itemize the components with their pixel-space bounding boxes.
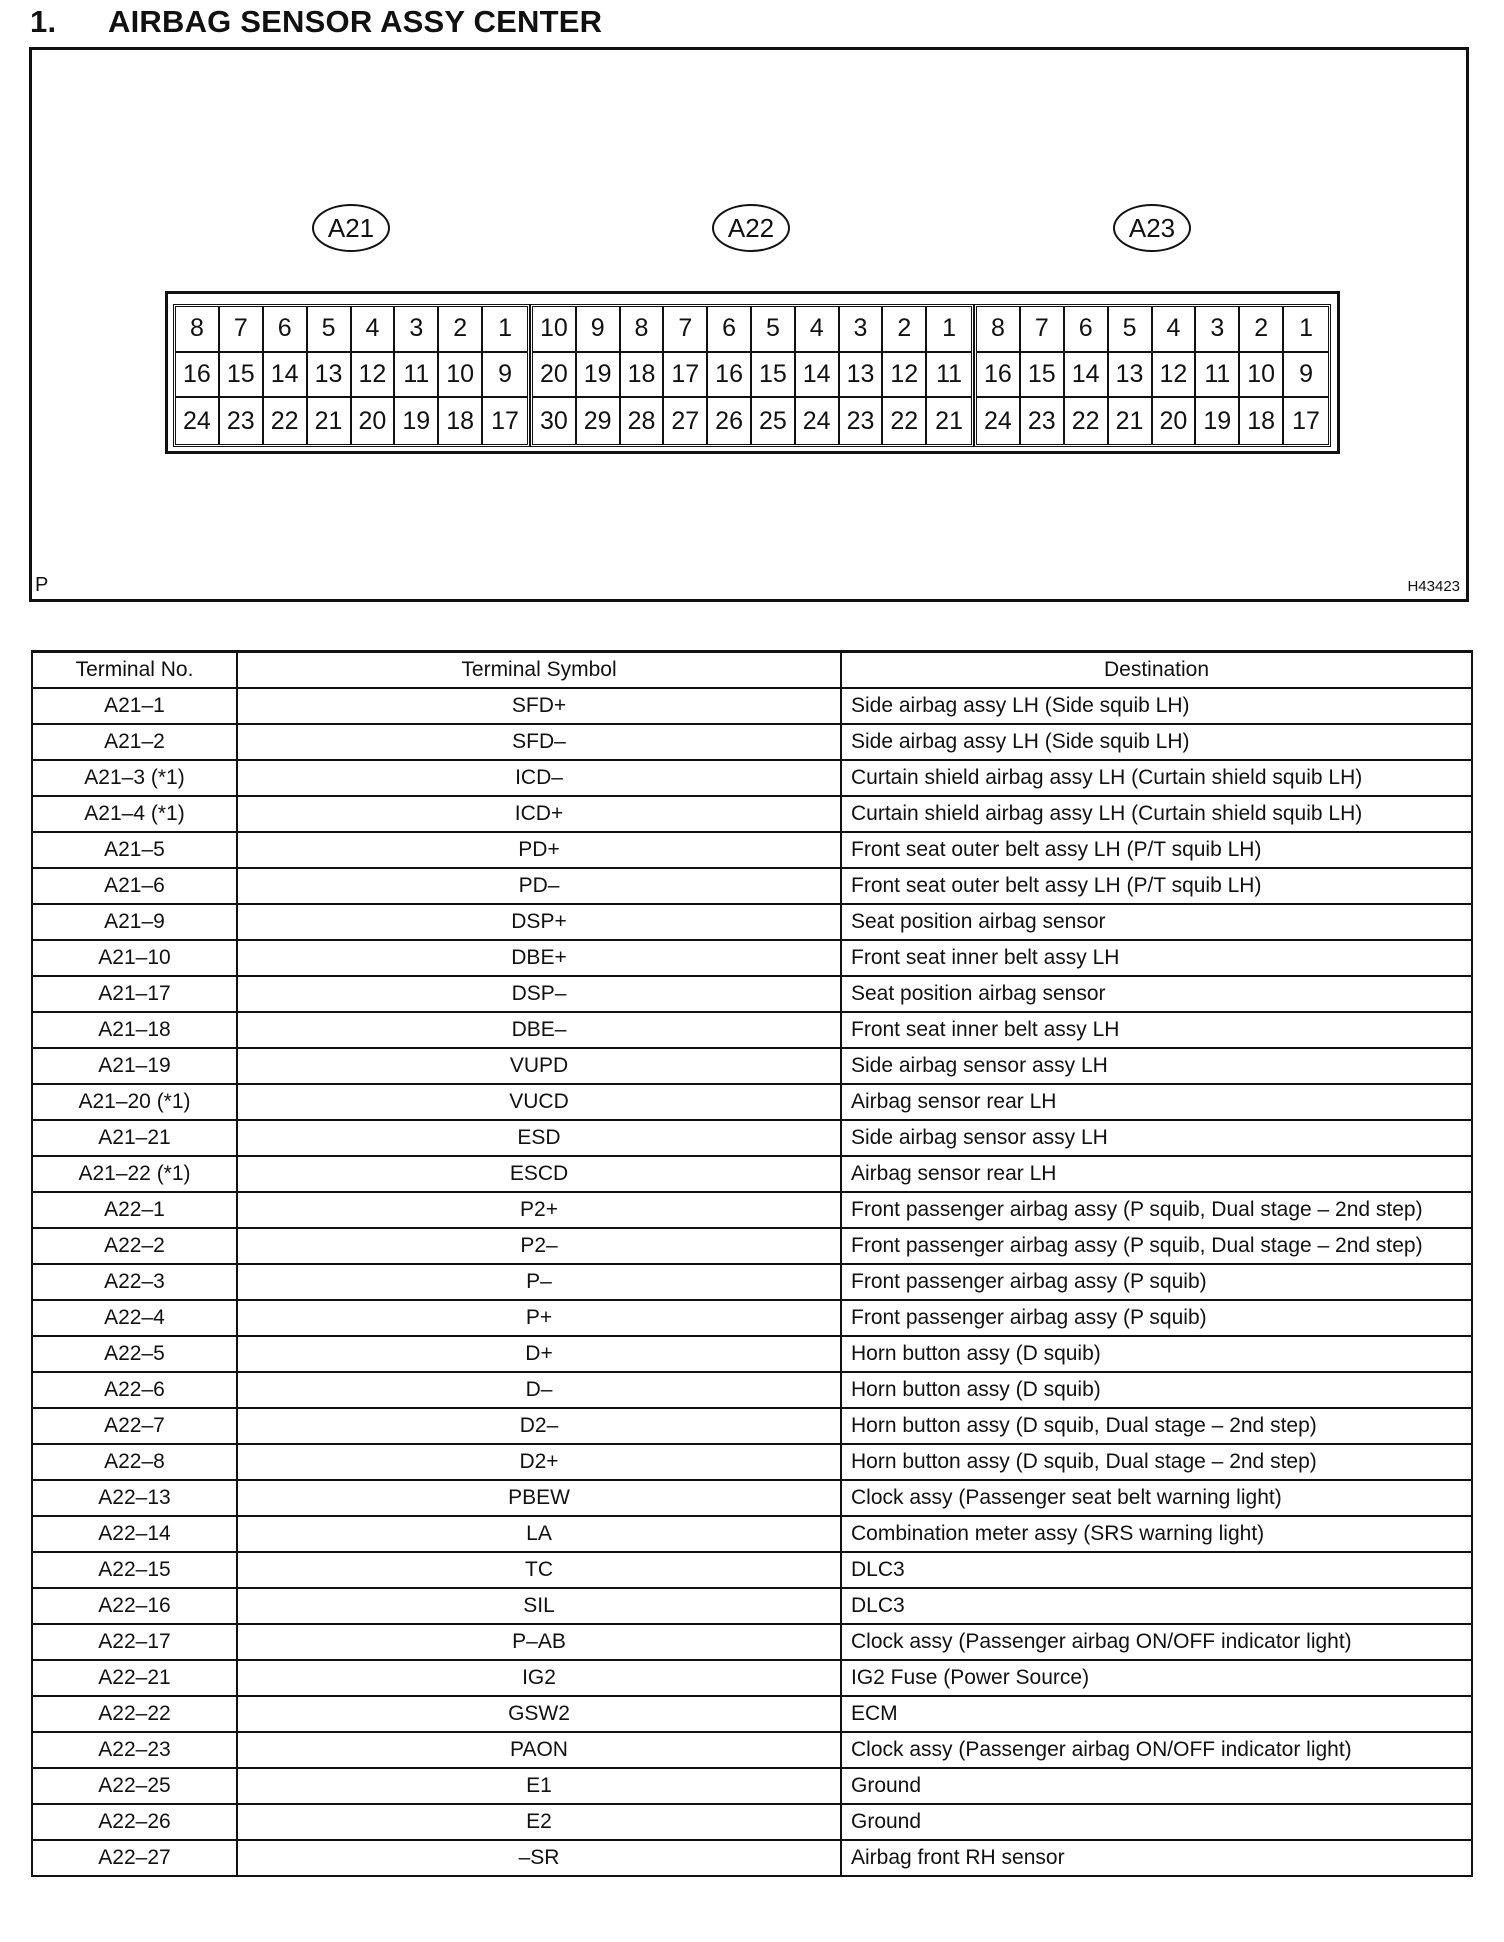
table-row — [32, 1660, 1472, 1696]
connector-pin: 23 — [220, 398, 264, 444]
destination-cell: Seat position airbag sensor — [841, 904, 1472, 940]
connector-pin: 24 — [176, 398, 220, 444]
terminal-symbol-cell: ICD– — [237, 760, 841, 796]
table-row — [32, 796, 1472, 832]
table-row — [32, 1264, 1472, 1300]
destination-cell: Ground — [841, 1768, 1472, 1804]
connector-pin: 13 — [308, 353, 352, 399]
terminal-symbol-cell: E1 — [237, 1768, 841, 1804]
destination-cell: Curtain shield airbag assy LH (Curtain shield squib LH) — [841, 796, 1472, 832]
terminal-no-cell: A22–4 — [32, 1300, 237, 1336]
connector-pin: 3 — [840, 307, 884, 353]
connector-pin: 19 — [577, 353, 621, 399]
connector-pin: 9 — [577, 307, 621, 353]
connector-pin: 28 — [621, 398, 665, 444]
table-row — [32, 1228, 1472, 1264]
diagram-corner-mark: P — [35, 574, 49, 596]
connector-pin: 20 — [533, 353, 577, 399]
terminal-symbol-cell: ICD+ — [237, 796, 841, 832]
terminal-no-cell: A22–15 — [32, 1552, 237, 1588]
header-terminal-no: Terminal No. — [32, 652, 237, 689]
connector-a23-pins — [974, 304, 1331, 447]
terminal-no-cell: A21–6 — [32, 868, 237, 904]
terminal-symbol-cell: VUCD — [237, 1084, 841, 1120]
destination-cell: Front seat inner belt assy LH — [841, 1012, 1472, 1048]
terminal-no-cell: A22–27 — [32, 1840, 237, 1876]
table-row — [32, 1804, 1472, 1840]
connector-pin: 14 — [1065, 353, 1109, 399]
destination-cell: DLC3 — [841, 1588, 1472, 1624]
terminal-symbol-cell: IG2 — [237, 1660, 841, 1696]
connector-pin: 10 — [533, 307, 577, 353]
table-row — [32, 1840, 1472, 1876]
terminal-symbol-cell: SFD– — [237, 724, 841, 760]
terminal-no-cell: A22–14 — [32, 1516, 237, 1552]
terminal-no-cell: A22–8 — [32, 1444, 237, 1480]
table-row — [32, 688, 1472, 724]
terminal-symbol-cell: PD+ — [237, 832, 841, 868]
connector-pin: 12 — [1153, 353, 1197, 399]
connector-pin: 16 — [176, 353, 220, 399]
connector-pin: 5 — [752, 307, 796, 353]
destination-cell: Horn button assy (D squib, Dual stage – 2nd step) — [841, 1444, 1472, 1480]
connector-pin: 3 — [1196, 307, 1240, 353]
terminal-table — [31, 650, 1473, 1877]
connector-pin: 8 — [621, 307, 665, 353]
table-row — [32, 1552, 1472, 1588]
connector-pin: 4 — [352, 307, 396, 353]
table-row — [32, 1624, 1472, 1660]
destination-cell: Side airbag assy LH (Side squib LH) — [841, 724, 1472, 760]
connector-label-a21: A21 — [312, 204, 390, 252]
connector-label-a22: A22 — [712, 204, 790, 252]
connector-pin: 15 — [752, 353, 796, 399]
connector-pin: 14 — [264, 353, 308, 399]
connector-pin: 20 — [352, 398, 396, 444]
terminal-no-cell: A21–1 — [32, 688, 237, 724]
terminal-no-cell: A21–4 (*1) — [32, 796, 237, 832]
terminal-no-cell: A22–6 — [32, 1372, 237, 1408]
table-row — [32, 1336, 1472, 1372]
connector-pin: 2 — [1240, 307, 1284, 353]
terminal-no-cell: A21–19 — [32, 1048, 237, 1084]
terminal-symbol-cell: VUPD — [237, 1048, 841, 1084]
terminal-symbol-cell: PBEW — [237, 1480, 841, 1516]
connector-pin: 12 — [352, 353, 396, 399]
connector-pin: 27 — [664, 398, 708, 444]
table-row — [32, 1516, 1472, 1552]
connector-pin: 21 — [935, 406, 963, 435]
table-row — [32, 724, 1472, 760]
destination-cell: Airbag sensor rear LH — [841, 1084, 1472, 1120]
destination-cell: Ground — [841, 1804, 1472, 1840]
terminal-no-cell: A22–17 — [32, 1624, 237, 1660]
destination-cell: DLC3 — [841, 1552, 1472, 1588]
connector-pin: 6 — [1065, 307, 1109, 353]
connector-pin: 19 — [395, 398, 439, 444]
destination-cell: Front passenger airbag assy (P squib) — [841, 1300, 1472, 1336]
terminal-symbol-cell: P2+ — [237, 1192, 841, 1228]
connector-label-a23: A23 — [1113, 204, 1191, 252]
table-row — [32, 1156, 1472, 1192]
destination-cell: Clock assy (Passenger airbag ON/OFF indicator light) — [841, 1732, 1472, 1768]
table-row — [32, 940, 1472, 976]
terminal-symbol-cell: ESCD — [237, 1156, 841, 1192]
table-row — [32, 1408, 1472, 1444]
figure-code: H43423 — [1407, 578, 1460, 595]
terminal-no-cell: A22–25 — [32, 1768, 237, 1804]
destination-cell: Horn button assy (D squib, Dual stage – 2nd step) — [841, 1408, 1472, 1444]
connector-housing — [165, 291, 1340, 454]
connector-pin: 4 — [796, 307, 840, 353]
section-number: 1. — [30, 4, 57, 39]
header-terminal-symbol: Terminal Symbol — [237, 652, 841, 689]
terminal-no-cell: A22–2 — [32, 1228, 237, 1264]
connector-pin: 6 — [708, 307, 752, 353]
header-destination: Destination — [841, 652, 1472, 689]
connector-pin: 9 — [483, 353, 527, 399]
connector-pin: 22 — [1065, 398, 1109, 444]
connector-pin: 18 — [439, 398, 483, 444]
terminal-no-cell: A22–22 — [32, 1696, 237, 1732]
terminal-no-cell: A22–3 — [32, 1264, 237, 1300]
connector-diagram — [29, 47, 1469, 602]
terminal-symbol-cell: GSW2 — [237, 1696, 841, 1732]
destination-cell: Clock assy (Passenger seat belt warning light) — [841, 1480, 1472, 1516]
connector-pin: 5 — [308, 307, 352, 353]
terminal-no-cell: A22–7 — [32, 1408, 237, 1444]
terminal-symbol-cell: D+ — [237, 1336, 841, 1372]
connector-pin: 12 — [883, 353, 927, 399]
destination-cell: Airbag sensor rear LH — [841, 1156, 1472, 1192]
terminal-symbol-cell: P–AB — [237, 1624, 841, 1660]
terminal-no-cell: A22–5 — [32, 1336, 237, 1372]
terminal-no-cell: A22–23 — [32, 1732, 237, 1768]
connector-pin: 15 — [1021, 353, 1065, 399]
terminal-symbol-cell: SFD+ — [237, 688, 841, 724]
connector-pin: 25 — [752, 398, 796, 444]
destination-cell: Front passenger airbag assy (P squib) — [841, 1264, 1472, 1300]
terminal-symbol-cell: D2+ — [237, 1444, 841, 1480]
terminal-symbol-cell: DSP+ — [237, 904, 841, 940]
connector-pin: 8 — [977, 307, 1021, 353]
destination-cell: Front passenger airbag assy (P squib, Dual stage – 2nd step) — [841, 1192, 1472, 1228]
destination-cell: Front seat outer belt assy LH (P/T squib LH) — [841, 832, 1472, 868]
terminal-symbol-cell: D2– — [237, 1408, 841, 1444]
terminal-no-cell: A22–16 — [32, 1588, 237, 1624]
table-row — [32, 1012, 1472, 1048]
connector-pin: 23 — [840, 398, 884, 444]
terminal-symbol-cell: TC — [237, 1552, 841, 1588]
connector-pin: 10 — [439, 353, 483, 399]
connector-pin: 16 — [977, 353, 1021, 399]
table-row — [32, 1372, 1472, 1408]
connector-pin: 11 — [395, 353, 439, 399]
connector-pin: 30 — [533, 398, 577, 444]
terminal-symbol-cell: P– — [237, 1264, 841, 1300]
connector-pin: 10 — [1240, 353, 1284, 399]
table-row — [32, 904, 1472, 940]
connector-pin: 9 — [1284, 353, 1328, 399]
connector-pin: 19 — [1196, 398, 1240, 444]
table-row — [32, 1480, 1472, 1516]
connector-pin: 7 — [220, 307, 264, 353]
terminal-symbol-cell: SIL — [237, 1588, 841, 1624]
destination-cell: Airbag front RH sensor — [841, 1840, 1472, 1876]
connector-pin: 21 — [308, 398, 352, 444]
table-row — [32, 832, 1472, 868]
connector-pin: 1 — [1284, 307, 1328, 353]
destination-cell: Combination meter assy (SRS warning light) — [841, 1516, 1472, 1552]
terminal-no-cell: A21–3 (*1) — [32, 760, 237, 796]
destination-cell: Clock assy (Passenger airbag ON/OFF indicator light) — [841, 1624, 1472, 1660]
table-row — [32, 1588, 1472, 1624]
table-row — [32, 1444, 1472, 1480]
terminal-no-cell: A21–2 — [32, 724, 237, 760]
connector-pin: 16 — [708, 353, 752, 399]
terminal-symbol-cell: D– — [237, 1372, 841, 1408]
connector-pin: 7 — [1021, 307, 1065, 353]
connector-pin: 18 — [621, 353, 665, 399]
destination-cell: Front seat outer belt assy LH (P/T squib LH) — [841, 868, 1472, 904]
connector-pin: 14 — [796, 353, 840, 399]
section-heading — [30, 2, 602, 42]
connector-pin: 24 — [796, 398, 840, 444]
terminal-no-cell: A21–18 — [32, 1012, 237, 1048]
table-header-row — [32, 652, 1472, 689]
connector-a22-pins — [530, 304, 974, 447]
terminal-no-cell: A21–21 — [32, 1120, 237, 1156]
table-row — [32, 1768, 1472, 1804]
table-row — [32, 1300, 1472, 1336]
table-row — [32, 976, 1472, 1012]
connector-pin: 15 — [220, 353, 264, 399]
connector-pin: 3 — [395, 307, 439, 353]
connector-pin: 17 — [1292, 406, 1320, 435]
connector-pin: 7 — [664, 307, 708, 353]
connector-pin: 6 — [264, 307, 308, 353]
destination-cell: Seat position airbag sensor — [841, 976, 1472, 1012]
terminal-no-cell: A22–1 — [32, 1192, 237, 1228]
connector-pin: 1 — [483, 307, 527, 353]
destination-cell: Front seat inner belt assy LH — [841, 940, 1472, 976]
table-row — [32, 1120, 1472, 1156]
connector-pin: 11 — [1196, 353, 1240, 399]
connector-pin: 24 — [977, 398, 1021, 444]
terminal-no-cell: A22–13 — [32, 1480, 237, 1516]
destination-cell: Horn button assy (D squib) — [841, 1336, 1472, 1372]
terminal-symbol-cell: –SR — [237, 1840, 841, 1876]
table-row — [32, 760, 1472, 796]
connector-pin: 20 — [1153, 398, 1197, 444]
connector-pin: 17 — [491, 406, 519, 435]
connector-pin: 29 — [577, 398, 621, 444]
connector-pin: 13 — [1109, 353, 1153, 399]
terminal-no-cell: A21–22 (*1) — [32, 1156, 237, 1192]
connector-a21-pins — [173, 304, 530, 447]
terminal-symbol-cell: DBE– — [237, 1012, 841, 1048]
terminal-no-cell: A21–5 — [32, 832, 237, 868]
connector-pin: 2 — [883, 307, 927, 353]
destination-cell: IG2 Fuse (Power Source) — [841, 1660, 1472, 1696]
table-row — [32, 1696, 1472, 1732]
destination-cell: Side airbag sensor assy LH — [841, 1120, 1472, 1156]
terminal-symbol-cell: P2– — [237, 1228, 841, 1264]
terminal-symbol-cell: ESD — [237, 1120, 841, 1156]
table-row — [32, 1084, 1472, 1120]
connector-pin: 11 — [927, 353, 971, 399]
connector-pin: 2 — [439, 307, 483, 353]
terminal-symbol-cell: DBE+ — [237, 940, 841, 976]
terminal-symbol-cell: PAON — [237, 1732, 841, 1768]
destination-cell: ECM — [841, 1696, 1472, 1732]
connector-pin: 18 — [1240, 398, 1284, 444]
terminal-symbol-cell: E2 — [237, 1804, 841, 1840]
terminal-symbol-cell: DSP– — [237, 976, 841, 1012]
table-row — [32, 1048, 1472, 1084]
terminal-symbol-cell: P+ — [237, 1300, 841, 1336]
connector-pin: 22 — [883, 398, 927, 444]
terminal-no-cell: A21–9 — [32, 904, 237, 940]
table-body — [32, 688, 1472, 1876]
terminal-symbol-cell: PD– — [237, 868, 841, 904]
connector-pin: 8 — [176, 307, 220, 353]
connector-pin: 21 — [1109, 398, 1153, 444]
terminal-no-cell: A21–20 (*1) — [32, 1084, 237, 1120]
connector-pin: 1 — [927, 307, 971, 353]
terminal-no-cell: A22–21 — [32, 1660, 237, 1696]
destination-cell: Side airbag sensor assy LH — [841, 1048, 1472, 1084]
connector-pin: 13 — [840, 353, 884, 399]
connector-pin: 17 — [664, 353, 708, 399]
destination-cell: Horn button assy (D squib) — [841, 1372, 1472, 1408]
terminal-symbol-cell: LA — [237, 1516, 841, 1552]
table-row — [32, 868, 1472, 904]
table-row — [32, 1192, 1472, 1228]
destination-cell: Front passenger airbag assy (P squib, Dual stage – 2nd step) — [841, 1228, 1472, 1264]
terminal-no-cell: A22–26 — [32, 1804, 237, 1840]
destination-cell: Side airbag assy LH (Side squib LH) — [841, 688, 1472, 724]
connector-pin: 23 — [1021, 398, 1065, 444]
terminal-no-cell: A21–17 — [32, 976, 237, 1012]
destination-cell: Curtain shield airbag assy LH (Curtain shield squib LH) — [841, 760, 1472, 796]
connector-pin: 4 — [1153, 307, 1197, 353]
connector-pin: 26 — [708, 398, 752, 444]
section-title: AIRBAG SENSOR ASSY CENTER — [108, 4, 603, 39]
connector-pin: 22 — [264, 398, 308, 444]
table-row — [32, 1732, 1472, 1768]
connector-pin: 5 — [1109, 307, 1153, 353]
terminal-no-cell: A21–10 — [32, 940, 237, 976]
